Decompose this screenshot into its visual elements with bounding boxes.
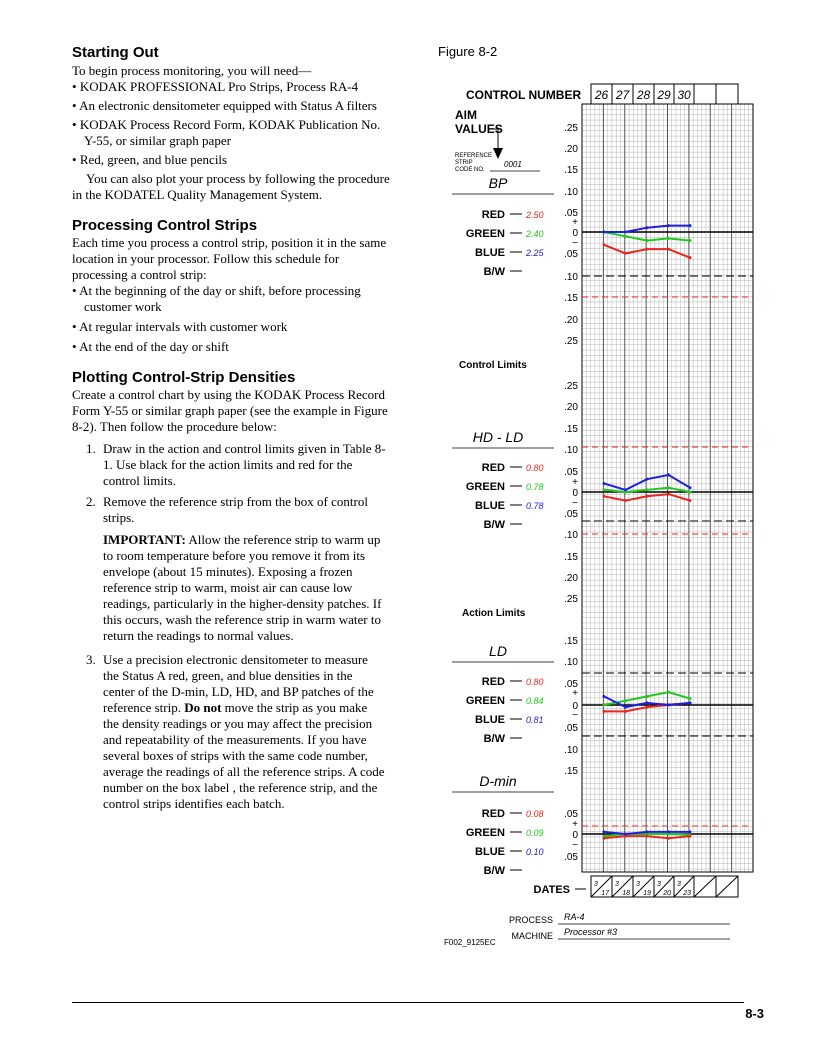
date-month: 3: [677, 881, 681, 888]
aim-value: 0.84: [526, 696, 544, 706]
blue-series-line: [604, 475, 690, 490]
tick-label: −: [572, 840, 578, 851]
red-data-point: [667, 248, 670, 251]
red-data-point: [689, 256, 692, 259]
section-title: D-min: [479, 773, 517, 789]
date-slash: [694, 876, 716, 897]
process-value: RA-4: [564, 912, 585, 922]
date-day: 18: [622, 890, 630, 897]
date-day: 20: [663, 890, 671, 897]
arrow-head: [493, 148, 503, 159]
control-number: 28: [636, 88, 651, 102]
figure-title: Figure 8-2: [438, 44, 498, 59]
tick-label: 0: [572, 488, 578, 499]
date-month: 3: [594, 881, 598, 888]
control-number: 27: [615, 88, 630, 102]
green-data-point: [689, 697, 692, 700]
green-data-point: [603, 704, 606, 707]
tick-label: 0: [572, 228, 578, 239]
aim-row-label: B/W: [483, 865, 505, 877]
aim-value: 0.78: [526, 501, 544, 511]
plotting-heading: Plotting Control-Strip Densities: [72, 369, 296, 386]
tick-label: .05: [564, 723, 578, 734]
blue-data-point: [646, 478, 649, 481]
aim-row-label: RED: [481, 808, 505, 820]
tick-label: .15: [564, 766, 578, 777]
step-text-a: Use a precision electronic densitometer to measure the Status A red, green, and blue densities in the center of the D-min, LD, HD, and BP patches of the reference strip.: [103, 652, 374, 715]
aim-row-label: GREEN: [465, 827, 505, 839]
blue-data-point: [624, 231, 627, 234]
step-text-bold: Do not: [184, 700, 222, 715]
tick-label: +: [572, 217, 578, 228]
aim-values-label: VALUES: [455, 122, 503, 136]
blue-data-point: [667, 830, 670, 833]
date-day: 19: [643, 890, 651, 897]
red-series-line: [604, 245, 690, 258]
blue-data-point: [689, 486, 692, 489]
tick-label: .15: [564, 636, 578, 647]
step-text-b: move the strip as you make the density readings or you may affect the precision and repeatability of the measurements. If you have several boxes of strips with the same code number, average the readings of all the reference strips. A code number on the box label , the reference strip, and the control strips identifies each batch.: [103, 700, 385, 811]
tick-label: .15: [564, 293, 578, 304]
blue-data-point: [667, 473, 670, 476]
important-text: Allow the reference strip to warm up to room temperature before you remove it from its envelope (about 15 minutes). Exposing a frozen reference strip to warm, moist air can cause low readings, particularly in the higher-density patches. If this occurs, wash the reference strip in warm water to return the readings to normal values.: [103, 532, 382, 643]
tick-label: .10: [564, 530, 578, 541]
dates-label: DATES: [533, 884, 570, 896]
aim-value: 0.09: [526, 828, 544, 838]
red-data-point: [646, 248, 649, 251]
aim-row-label: B/W: [483, 733, 505, 745]
date-day: 23: [683, 890, 691, 897]
tick-label: .05: [564, 467, 578, 478]
list-item: • Red, green, and blue pencils: [72, 152, 392, 168]
red-data-point: [689, 499, 692, 502]
green-data-point: [667, 486, 670, 489]
control-number: 26: [594, 88, 609, 102]
machine-label: MACHINE: [511, 931, 553, 941]
aim-value: 0.81: [526, 715, 544, 725]
tick-label: .10: [564, 187, 578, 198]
plotting-intro: Create a control chart by using the KODAK Process Record Form Y-55 or similar graph paper (see the example in Figure 8-2). Then follow the procedure below:: [72, 387, 388, 434]
tick-label: .05: [564, 509, 578, 520]
blue-data-point: [603, 231, 606, 234]
tick-label: .25: [564, 594, 578, 605]
tick-label: .20: [564, 573, 578, 584]
blue-data-point: [603, 830, 606, 833]
tick-label: .25: [564, 123, 578, 134]
page-number: 8-3: [745, 1006, 764, 1021]
section-title: LD: [489, 643, 507, 659]
aim-row-label: BLUE: [475, 714, 505, 726]
action-limits-label: Action Limits: [462, 608, 526, 619]
aim-value: 0.80: [526, 677, 544, 687]
aim-value: 2.25: [526, 248, 544, 258]
red-data-point: [603, 243, 606, 246]
ref-strip-code: 0001: [504, 160, 522, 169]
tick-label: +: [572, 688, 578, 699]
tick-label: .10: [564, 445, 578, 456]
control-number: 30: [677, 88, 691, 102]
green-data-point: [624, 235, 627, 238]
control-number-label: CONTROL NUMBER: [466, 88, 582, 102]
red-data-point: [667, 493, 670, 496]
aim-label: AIM: [455, 108, 477, 122]
red-data-point: [646, 706, 649, 709]
aim-row-label: BLUE: [475, 247, 505, 259]
green-data-point: [646, 695, 649, 698]
green-data-point: [646, 488, 649, 491]
tick-label: .10: [564, 745, 578, 756]
red-data-point: [646, 495, 649, 498]
blue-data-point: [689, 701, 692, 704]
important-label: IMPORTANT:: [103, 532, 186, 547]
step-number: 2.: [86, 494, 96, 509]
red-data-point: [624, 252, 627, 255]
tick-label: 0: [572, 830, 578, 841]
tick-label: −: [572, 498, 578, 509]
date-month: 3: [636, 881, 640, 888]
footer-rule: [72, 1002, 744, 1003]
blue-data-point: [624, 833, 627, 836]
red-data-point: [603, 495, 606, 498]
green-data-point: [689, 491, 692, 494]
aim-value: 2.50: [526, 210, 544, 220]
starting-out-intro: To begin process monitoring, you will need—: [72, 63, 312, 78]
tick-label: .25: [564, 336, 578, 347]
green-data-point: [667, 237, 670, 240]
blue-data-point: [689, 830, 692, 833]
red-data-point: [624, 710, 627, 713]
tick-label: +: [572, 477, 578, 488]
blue-data-point: [646, 226, 649, 229]
aim-row-label: GREEN: [465, 228, 505, 240]
aim-row-label: GREEN: [465, 695, 505, 707]
red-data-point: [603, 837, 606, 840]
tick-label: .15: [564, 165, 578, 176]
green-data-point: [603, 488, 606, 491]
date-month: 3: [657, 881, 661, 888]
process-label: PROCESS: [508, 915, 553, 925]
tick-label: .05: [564, 679, 578, 690]
red-data-point: [689, 835, 692, 838]
machine-value: Processor #3: [564, 927, 618, 937]
aim-row-label: RED: [481, 462, 505, 474]
section-title: BP: [488, 175, 508, 191]
aim-row-label: GREEN: [465, 481, 505, 493]
step-number: 1.: [86, 441, 96, 456]
list-item: • An electronic densitometer equipped with Status A filters: [72, 98, 392, 114]
section-title: HD - LD: [472, 429, 524, 445]
green-data-point: [646, 239, 649, 242]
tick-label: .10: [564, 272, 578, 283]
tick-label: .20: [564, 402, 578, 413]
control-number-cell: [694, 84, 716, 104]
aim-row-label: BLUE: [475, 500, 505, 512]
tick-label: .15: [564, 552, 578, 563]
tick-label: .10: [564, 657, 578, 668]
control-number-cell: [716, 84, 738, 104]
tick-label: .20: [564, 315, 578, 326]
tick-label: +: [572, 819, 578, 830]
blue-data-point: [624, 488, 627, 491]
step-number: 3.: [86, 652, 96, 667]
aim-value: 2.40: [526, 229, 544, 239]
processing-intro: Each time you process a control strip, position it in the same location in your processor. Follow this schedule for processing a control strip:: [72, 235, 387, 282]
tick-label: .25: [564, 381, 578, 392]
date-day: 17: [601, 890, 609, 897]
tick-label: .20: [564, 144, 578, 155]
aim-row-label: B/W: [483, 519, 505, 531]
control-number: 29: [657, 88, 671, 102]
aim-value: 0.08: [526, 809, 544, 819]
list-item: • KODAK Process Record Form, KODAK Publication No. Y-55, or similar graph paper: [72, 117, 392, 149]
aim-row-label: BLUE: [475, 846, 505, 858]
step-text: Remove the reference strip from the box of control strips.: [103, 494, 368, 525]
starting-out-heading: Starting Out: [72, 44, 159, 61]
list-item: • At the end of the day or shift: [72, 339, 392, 355]
ref-strip-label: STRIP: [455, 160, 473, 166]
figure-code: F002_9125EC: [444, 938, 496, 947]
ref-strip-label: REFERENCE: [455, 153, 493, 159]
blue-data-point: [689, 224, 692, 227]
tick-label: .05: [564, 249, 578, 260]
blue-data-point: [667, 224, 670, 227]
date-month: 3: [615, 881, 619, 888]
blue-data-point: [603, 482, 606, 485]
red-data-point: [624, 499, 627, 502]
tick-label: .05: [564, 809, 578, 820]
red-data-point: [646, 835, 649, 838]
starting-out-after: You can also plot your process by following the procedure in the KODATEL Quality Management System.: [72, 171, 390, 202]
aim-row-label: B/W: [483, 266, 505, 278]
tick-label: 0: [572, 701, 578, 712]
tick-label: .05: [564, 852, 578, 863]
blue-data-point: [646, 701, 649, 704]
red-data-point: [667, 837, 670, 840]
aim-row-label: RED: [481, 676, 505, 688]
blue-data-point: [646, 830, 649, 833]
list-item: • At regular intervals with customer work: [72, 319, 392, 335]
date-slash: [716, 876, 738, 897]
list-item: • KODAK PROFESSIONAL Pro Strips, Process RA-4: [72, 79, 392, 95]
step-text: Draw in the action and control limits given in Table 8-1. Use black for the action limits and red for the control limits.: [103, 441, 386, 488]
tick-label: −: [572, 238, 578, 249]
control-limits-label: Control Limits: [459, 360, 527, 371]
green-data-point: [667, 691, 670, 694]
aim-value: 0.80: [526, 463, 544, 473]
ref-strip-label: CODE NO.: [455, 167, 485, 173]
green-data-point: [689, 239, 692, 242]
aim-value: 0.10: [526, 847, 544, 857]
processing-heading: Processing Control Strips: [72, 217, 258, 234]
tick-label: −: [572, 710, 578, 721]
blue-data-point: [624, 706, 627, 709]
aim-row-label: RED: [481, 209, 505, 221]
list-item: • At the beginning of the day or shift, before processing customer work: [72, 283, 392, 315]
blue-data-point: [667, 704, 670, 707]
tick-label: .05: [564, 208, 578, 219]
blue-data-point: [603, 695, 606, 698]
green-data-point: [624, 699, 627, 702]
red-data-point: [603, 710, 606, 713]
aim-value: 0.78: [526, 482, 544, 492]
tick-label: .15: [564, 424, 578, 435]
